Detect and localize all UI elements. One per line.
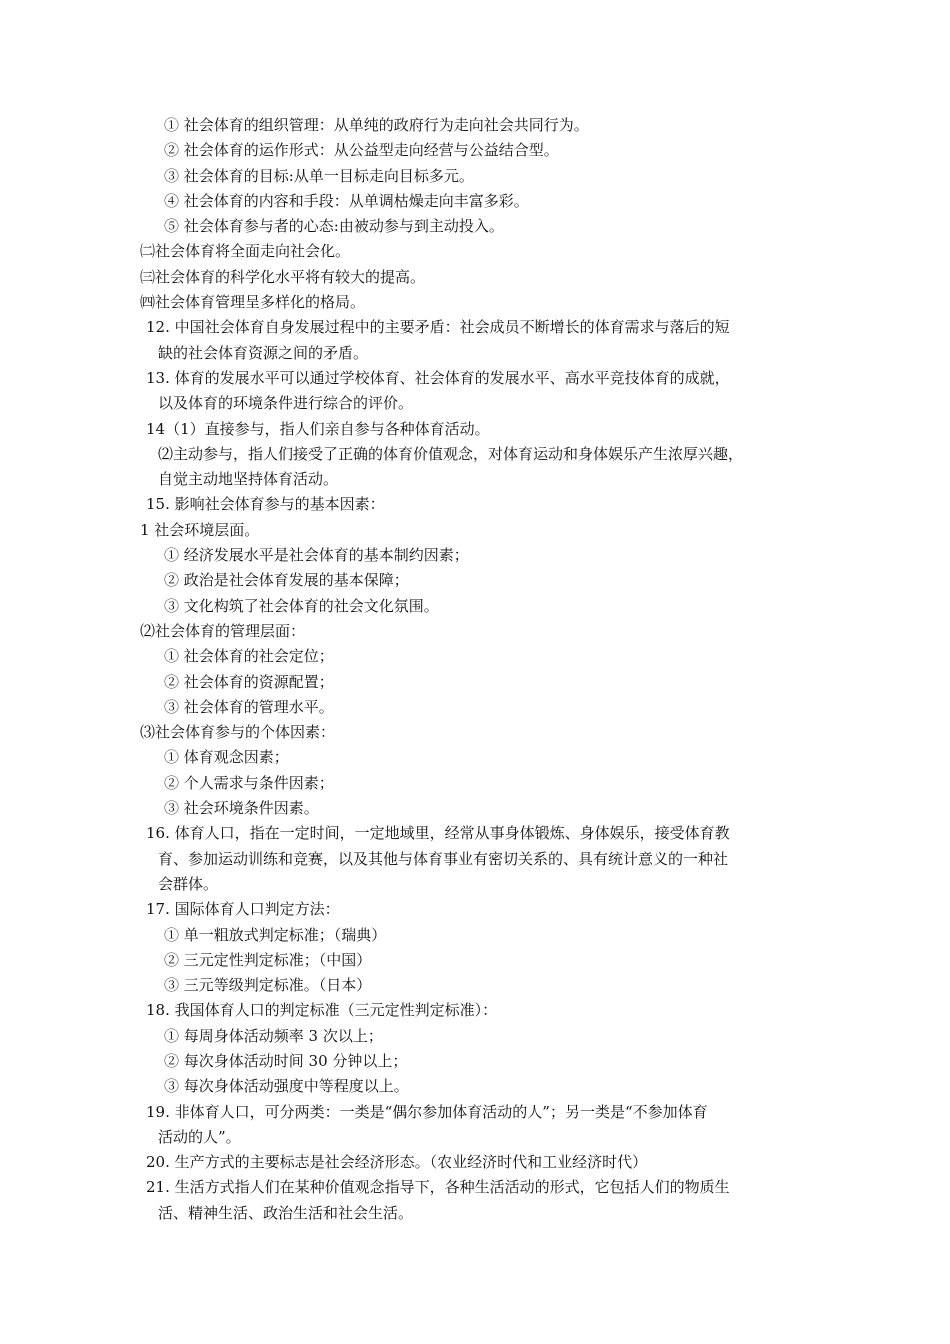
text-line: 14（1）直接参与，指人们亲自参与各种体育活动。 <box>146 419 490 438</box>
text-line: ① 每周身体活动频率 3 次以上； <box>164 1026 383 1045</box>
text-line: 19. 非体育人口，可分两类：一类是“偶尔参加体育活动的人”；另一类是“不参加体育 <box>146 1102 708 1121</box>
text-line: ② 政治是社会体育发展的基本保障； <box>164 571 409 590</box>
text-line: ④ 社会体育的内容和手段：从单调枯燥走向丰富多彩。 <box>164 191 529 210</box>
text-line: 15. 影响社会体育参与的基本因素： <box>146 495 385 514</box>
text-line: ② 社会体育的资源配置； <box>164 672 334 691</box>
text-line: 21. 生活方式指人们在某种价值观念指导下，各种生活活动的形式，它包括人们的物质生 <box>146 1178 730 1197</box>
text-line: 13. 体育的发展水平可以通过学校体育、社会体育的发展水平、高水平竞技体育的成就， <box>146 368 730 387</box>
text-line: 12. 中国社会体育自身发展过程中的主要矛盾：社会成员不断增长的体育需求与落后的短 <box>146 318 730 337</box>
text-line: ㈢社会体育的科学化水平将有较大的提高。 <box>140 267 426 286</box>
document-body <box>140 113 830 1226</box>
text-line: 育、参加运动训练和竞赛，以及其他与体育事业有密切关系的、具有统计意义的一种社 <box>158 849 729 868</box>
text-line: 活动的人”。 <box>158 1127 241 1146</box>
text-line: 1 社会环境层面。 <box>140 520 260 539</box>
text-line: ③ 社会体育的管理水平。 <box>164 697 334 716</box>
text-line: ⑵社会体育的管理层面： <box>140 621 306 640</box>
text-line: ① 单一粗放式判定标准；（瑞典） <box>164 925 387 944</box>
text-line: 18. 我国体育人口的判定标准（三元定性判定标准）： <box>146 1001 498 1020</box>
text-line: ② 三元定性判定标准；（中国） <box>164 950 372 969</box>
text-line: ㈣社会体育管理呈多样化的格局。 <box>140 293 366 312</box>
text-line: ② 个人需求与条件因素； <box>164 773 334 792</box>
text-line: ① 经济发展水平是社会体育的基本制约因素； <box>164 546 469 565</box>
text-line: ③ 社会体育的目标:从单一目标走向目标多元。 <box>164 166 474 185</box>
text-line: ① 社会体育的组织管理：从单纯的政府行为走向社会共同行为。 <box>164 116 589 134</box>
text-line: ① 社会体育的社会定位； <box>164 647 334 666</box>
text-line: 自觉主动地坚持体育活动。 <box>158 470 339 489</box>
text-line: 会群体。 <box>158 874 219 893</box>
text-line: ⑵主动参与，指人们接受了正确的体育价值观念，对体育运动和身体娱乐产生浓厚兴趣， <box>158 444 744 463</box>
text-line: 16. 体育人口，指在一定时间，一定地域里，经常从事身体锻炼、身体娱乐，接受体育教 <box>146 824 730 843</box>
text-line: ③ 每次身体活动强度中等程度以上。 <box>164 1077 409 1096</box>
text-line: ③ 三元等级判定标准。（日本） <box>164 976 372 995</box>
text-line: ③ 社会环境条件因素。 <box>164 799 319 818</box>
text-line: 20. 生产方式的主要标志是社会经济形态。（农业经济时代和工业经济时代） <box>146 1153 648 1172</box>
text-line: 17. 国际体育人口判定方法： <box>146 900 340 919</box>
text-line: ② 每次身体活动时间 30 分钟以上； <box>164 1051 408 1070</box>
text-line: ⑤ 社会体育参与者的心态:由被动参与到主动投入。 <box>164 217 504 236</box>
text-line: ⑶社会体育参与的个体因素： <box>140 723 336 742</box>
text-line: ㈡社会体育将全面走向社会化。 <box>140 242 351 261</box>
text-line: 以及体育的环境条件进行综合的评价。 <box>158 394 414 413</box>
text-line: ③ 文化构筑了社会体育的社会文化氛围。 <box>164 596 439 615</box>
text-line: ② 社会体育的运作形式：从公益型走向经营与公益结合型。 <box>164 141 559 160</box>
text-line: 缺的社会体育资源之间的矛盾。 <box>158 343 369 362</box>
text-line: 活、精神生活、政治生活和社会生活。 <box>158 1203 414 1222</box>
text-line: ① 体育观念因素； <box>164 748 289 767</box>
